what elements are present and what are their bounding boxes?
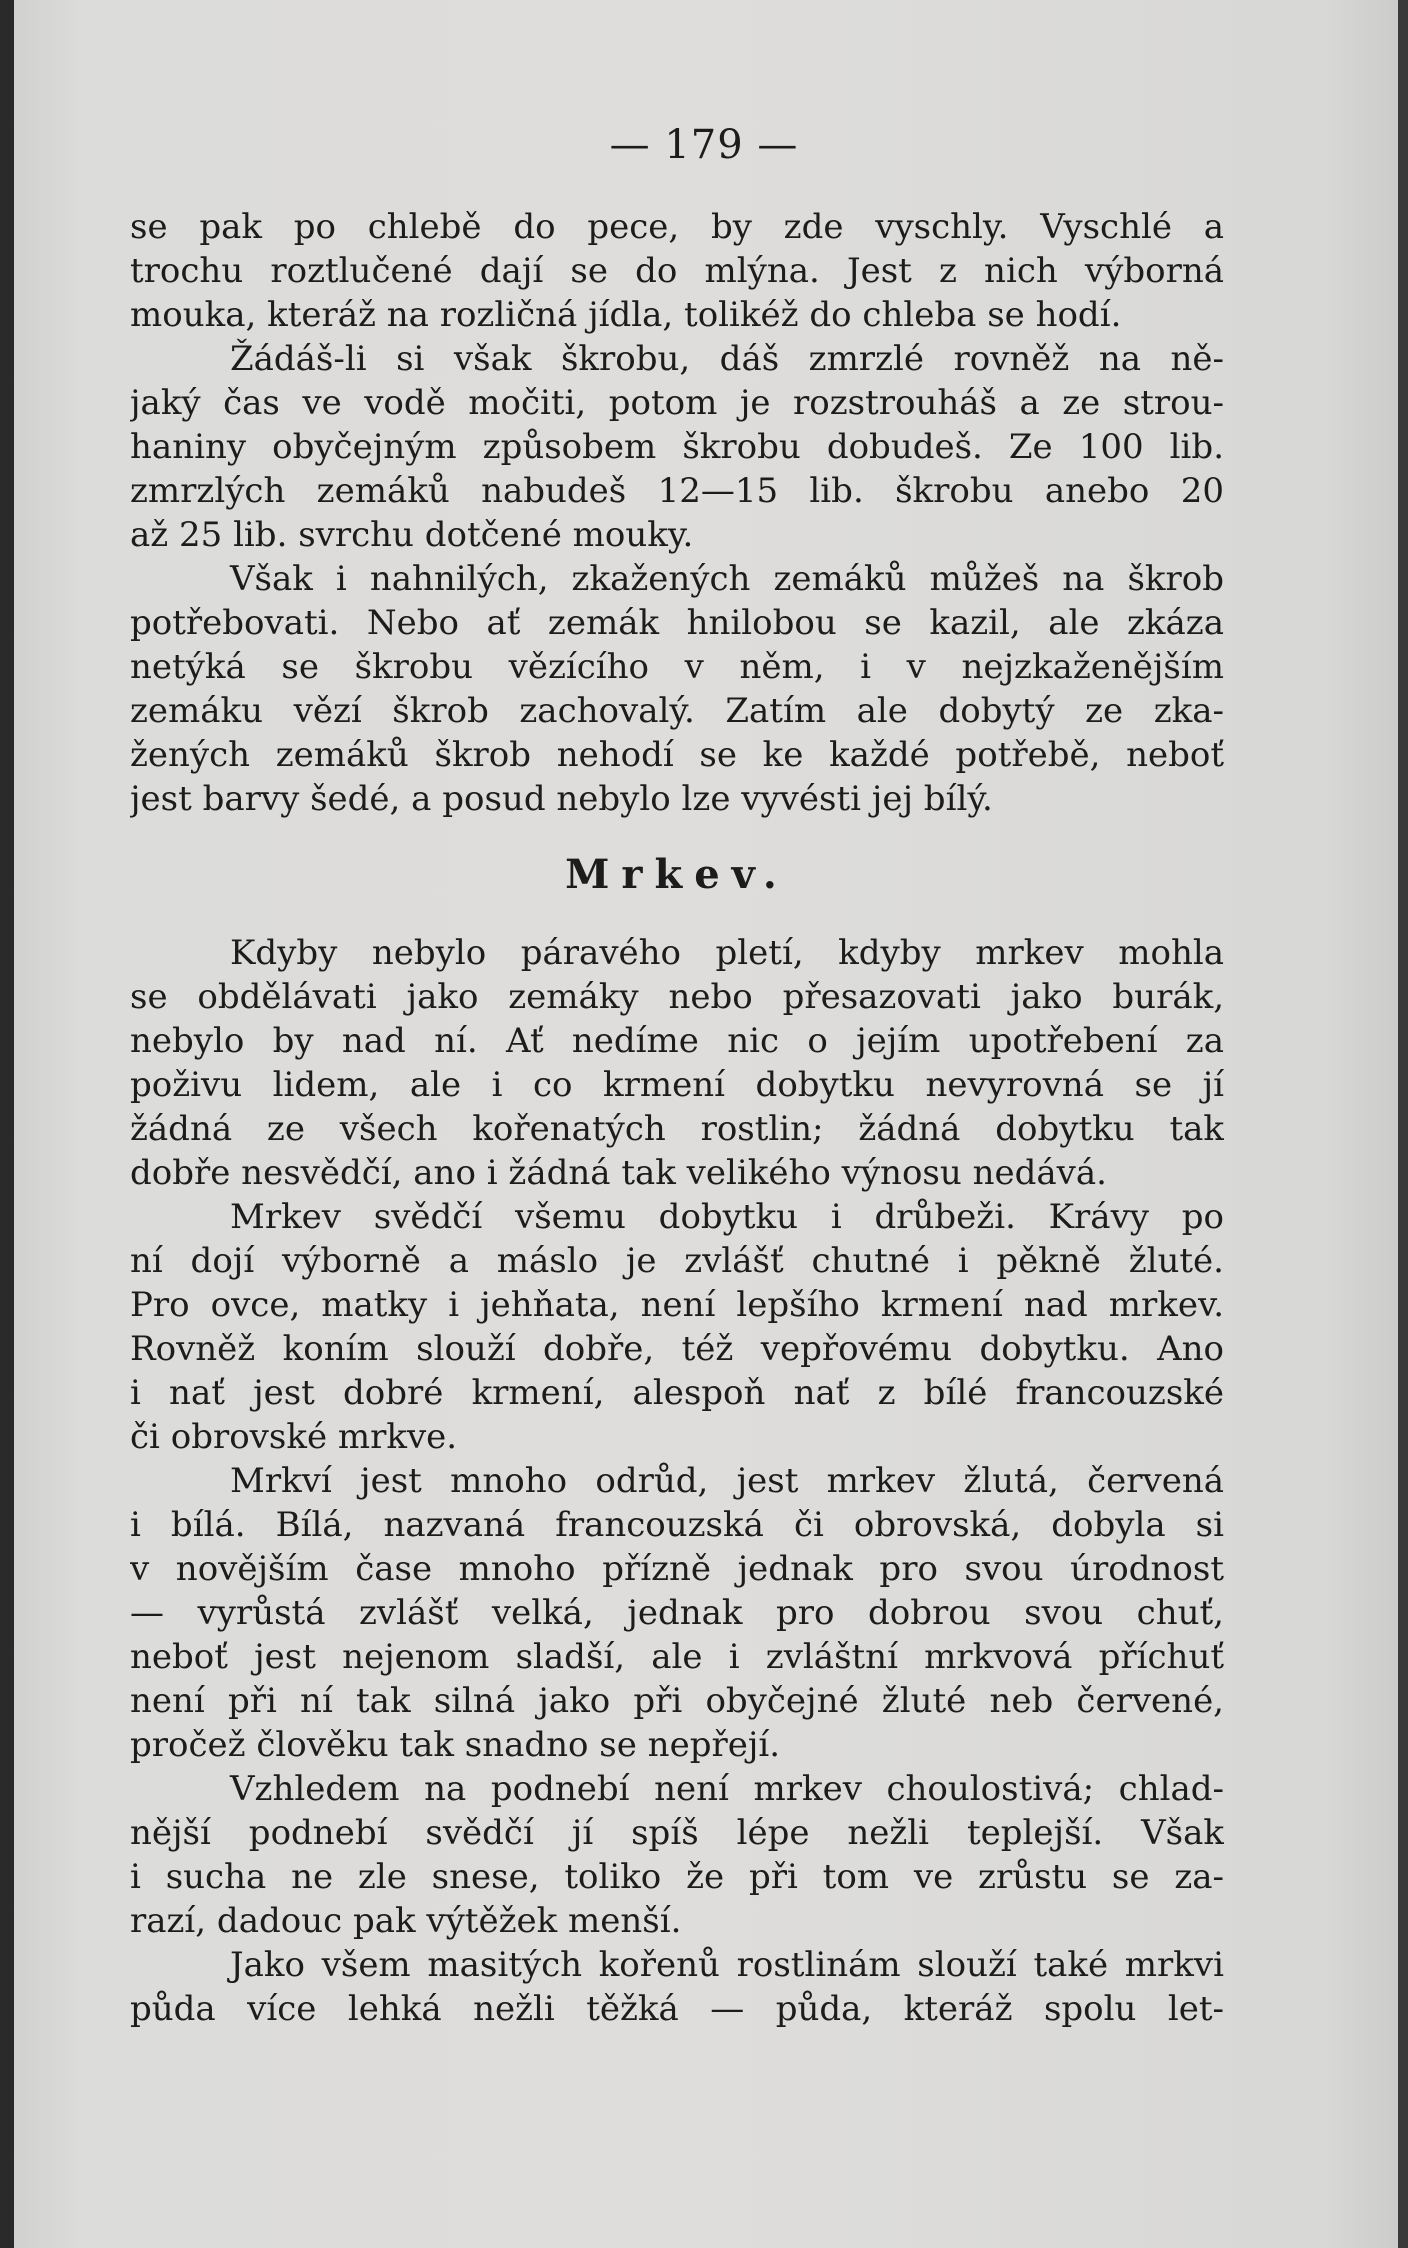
- text-line: ní dojí výborně a máslo je zvlášť chutné i pěkně žluté.: [130, 1241, 1224, 1281]
- text-line: Pro ovce, matky i jehňata, není lepšího krmení nad mrkev.: [130, 1285, 1224, 1325]
- text-line: i sucha ne zle snese, toliko že při tom ve zrůstu se za-: [130, 1857, 1224, 1897]
- text-line: haniny obyčejným způsobem škrobu dobudeš. Ze 100 lib.: [130, 427, 1224, 467]
- text-line: razí, dadouc pak výtěžek menší.: [130, 1901, 682, 1941]
- text-line: i nať jest dobré krmení, alespoň nať z bílé francouzské: [130, 1373, 1224, 1413]
- text-line: Vzhledem na podnebí není mrkev choulostivá; chlad-: [230, 1769, 1224, 1809]
- paragraph: [130, 1195, 1224, 1459]
- text-line: jaký čas ve vodě močiti, potom je rozstrouháš a ze strou-: [130, 383, 1224, 423]
- text-line: žádná ze všech kořenatých rostlin; žádná dobytku tak: [130, 1109, 1224, 1149]
- text-line: až 25 lib. svrchu dotčené mouky.: [130, 515, 694, 555]
- paragraph: [130, 1459, 1224, 1767]
- text-line: dobře nesvědčí, ano i žádná tak velikého výnosu nedává.: [130, 1153, 1107, 1193]
- text-line: žených zemáků škrob nehodí se ke každé potřebě, neboť: [130, 735, 1224, 775]
- page-left-edge: [0, 0, 14, 2248]
- text-line: mouka, kteráž na rozličná jídla, tolikéž do chleba se hodí.: [130, 295, 1122, 335]
- text-line: Žádáš-li si však škrobu, dáš zmrzlé rovněž na ně-: [230, 339, 1224, 379]
- paragraph: [130, 931, 1224, 1195]
- text-line: v novějším čase mnoho přízně jednak pro svou úrodnost: [130, 1549, 1224, 1589]
- text-line: pročež člověku tak snadno se nepřejí.: [130, 1725, 781, 1765]
- text-line: není při ní tak silná jako při obyčejné žluté neb červené,: [130, 1681, 1224, 1721]
- text-line: Rovněž koním slouží dobře, též vepřovému dobytku. Ano: [130, 1329, 1224, 1369]
- text-line: Mrkev svědčí všemu dobytku i drůbeži. Krávy po: [230, 1197, 1224, 1237]
- text-line: poživu lidem, ale i co krmení dobytku nevyrovná se jí: [130, 1065, 1224, 1105]
- text-line: se obdělávati jako zemáky nebo přesazovati jako burák,: [130, 977, 1224, 1017]
- text-line: potřebovati. Nebo ať zemák hnilobou se kazil, ale zkáza: [130, 603, 1224, 643]
- text-line: netýká se škrobu vězícího v něm, i v nejzkaženějším: [130, 647, 1224, 687]
- text-line: Mrkví jest mnoho odrůd, jest mrkev žlutá, červená: [230, 1461, 1224, 1501]
- text-line: Kdyby nebylo páravého pletí, kdyby mrkev mohla: [230, 933, 1224, 973]
- text-line: i bílá. Bílá, nazvaná francouzská či obrovská, dobyla si: [130, 1505, 1224, 1545]
- section-heading: Mrkev.: [565, 851, 789, 898]
- text-line: trochu roztlučené dají se do mlýna. Jest z nich výborná: [130, 251, 1224, 291]
- text-line: zmrzlých zemáků nabudeš 12—15 lib. škrobu anebo 20: [130, 471, 1224, 511]
- text-line: nější podnebí svědčí jí spíš lépe nežli teplejší. Však: [130, 1813, 1224, 1853]
- paragraphs-before-heading: [130, 205, 1224, 821]
- paragraph: [130, 337, 1224, 557]
- paragraph: [130, 1943, 1224, 2031]
- page-right-edge: [1398, 0, 1408, 2248]
- text-line: se pak po chlebě do pece, by zde vyschly. Vyschlé a: [130, 207, 1224, 247]
- text-line: Však i nahnilých, zkažených zemáků můžeš na škrob: [230, 559, 1224, 599]
- text-line: či obrovské mrkve.: [130, 1417, 458, 1457]
- text-line: půda více lehká nežli těžká — půda, kteráž spolu let-: [130, 1989, 1224, 2029]
- text-line: — vyrůstá zvlášť velká, jednak pro dobrou svou chuť,: [130, 1593, 1224, 1633]
- page-number: — 179 —: [609, 122, 799, 168]
- text-line: neboť jest nejenom sladší, ale i zvláštní mrkvová příchuť: [130, 1637, 1224, 1677]
- text-line: Jako všem masitých kořenů rostlinám slouží také mrkvi: [230, 1945, 1224, 1985]
- paragraph: [130, 205, 1224, 337]
- text-line: nebylo by nad ní. Ať nedíme nic o jejím upotřebení za: [130, 1021, 1224, 1061]
- paragraph: [130, 1767, 1224, 1943]
- paragraph: [130, 557, 1224, 821]
- paragraphs-after-heading: [130, 931, 1224, 2031]
- text-line: jest barvy šedé, a posud nebylo lze vyvésti jej bílý.: [130, 779, 993, 819]
- text-line: zemáku vězí škrob zachovalý. Zatím ale dobytý ze zka-: [130, 691, 1224, 731]
- body-text: [130, 205, 1224, 2031]
